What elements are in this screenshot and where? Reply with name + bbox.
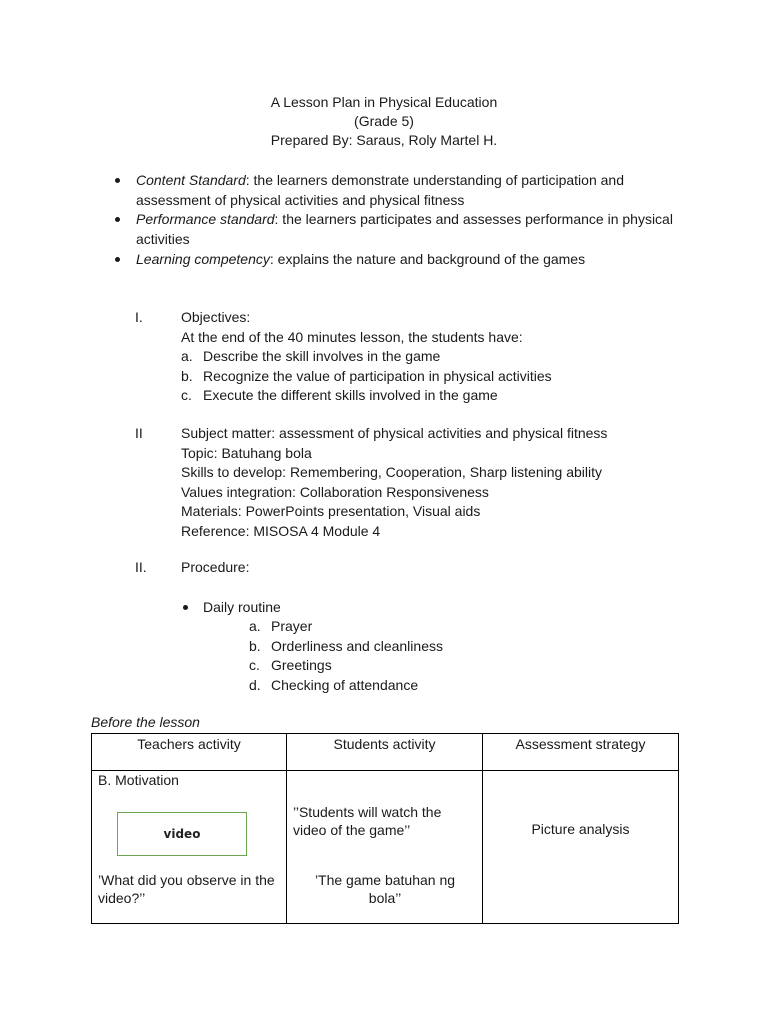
table-header-cell: Assessment strategy — [483, 734, 679, 771]
learning-competency — [136, 250, 696, 270]
list-item — [249, 656, 332, 676]
objectives-heading: Objectives: — [181, 309, 251, 325]
students-watch-text: ’’Students will watch the video of the game’’ — [293, 804, 442, 838]
list-text: Greetings — [271, 657, 332, 673]
list-item — [249, 676, 418, 696]
standard-label: Learning competency — [136, 251, 270, 267]
subject-line: Skills to develop: Remembering, Cooperation, Sharp listening ability — [181, 464, 602, 480]
lesson-table — [91, 733, 679, 924]
standard-text: : the learners demonstrate understanding of participation and assessment of physical activities and physical fitness — [136, 172, 624, 208]
students-answer-text: ’The game batuhan ng bola’’ — [314, 872, 456, 906]
performance-standard — [136, 210, 696, 249]
teacher-activity-cell — [92, 771, 287, 924]
bullet-dot — [115, 217, 120, 222]
motivation-heading: B. Motivation — [98, 772, 179, 788]
subject-numeral: II — [135, 425, 143, 441]
table-header-cell: Teachers activity — [92, 734, 287, 771]
table-header-row — [92, 734, 679, 771]
procedure-numeral: II. — [135, 559, 147, 575]
objectives-intro: At the end of the 40 minutes lesson, the students have: — [181, 328, 523, 345]
assessment-cell — [483, 771, 679, 924]
list-letter: a. — [181, 348, 193, 364]
list-letter: a. — [249, 618, 261, 634]
list-item — [181, 386, 552, 406]
list-text: Prayer — [271, 618, 313, 634]
students-activity-cell — [287, 771, 483, 924]
list-text: Describe the skill involves in the game — [203, 348, 441, 364]
grade-label: (Grade 5) — [354, 113, 414, 129]
table-row — [92, 771, 679, 924]
list-letter: c. — [181, 387, 192, 403]
standard-label: Performance standard — [136, 211, 275, 227]
subject-line: Values integration: Collaboration Responsiveness — [181, 483, 489, 500]
table-header-cell: Students activity — [287, 734, 483, 771]
standard-text: : the learners participates and assesses performance in physical activities — [136, 211, 673, 247]
subject-line: Topic: Batuhang bola — [181, 444, 312, 461]
bullet-dot — [115, 178, 120, 183]
subject-section — [181, 424, 607, 541]
content-standard — [136, 171, 696, 210]
subject-line: Materials: PowerPoints presentation, Visual aids — [181, 503, 481, 519]
document-title: A Lesson Plan in Physical Education — [270, 94, 498, 110]
list-letter: b. — [181, 367, 193, 384]
bullet-dot — [183, 605, 188, 610]
daily-routine-label: Daily routine — [203, 599, 281, 615]
list-item — [181, 347, 552, 367]
video-placeholder[interactable] — [117, 812, 247, 856]
subject-line: Subject matter: assessment of physical activities and physical fitness — [181, 425, 608, 441]
list-text: Recognize the value of participation in physical activities — [203, 367, 552, 384]
list-letter: b. — [249, 638, 261, 654]
list-item — [181, 367, 552, 387]
prepared-by: Prepared By: Saraus, Roly Martel H. — [270, 132, 498, 148]
list-item — [249, 637, 443, 657]
procedure-heading: Procedure: — [181, 559, 250, 575]
subject-line: Reference: MISOSA 4 Module 4 — [181, 522, 381, 539]
bullet-dot — [115, 257, 120, 262]
list-item — [249, 617, 312, 637]
standard-label: Content Standard — [136, 172, 246, 188]
document-header — [0, 93, 768, 150]
objectives-section — [181, 308, 552, 406]
standard-text: : explains the nature and background of the games — [269, 251, 586, 267]
video-label: video — [163, 827, 201, 841]
table-caption: Before the lesson — [91, 714, 200, 730]
list-text: Execute the different skills involved in the game — [203, 387, 498, 403]
list-text: Orderliness and cleanliness — [271, 638, 443, 654]
list-text: Checking of attendance — [271, 677, 419, 693]
objectives-numeral: I. — [135, 309, 143, 325]
teacher-question: ’What did you observe in the video?’’ — [98, 872, 275, 906]
assessment-text: Picture analysis — [531, 821, 630, 837]
list-letter: c. — [249, 657, 260, 673]
list-letter: d. — [249, 677, 261, 693]
